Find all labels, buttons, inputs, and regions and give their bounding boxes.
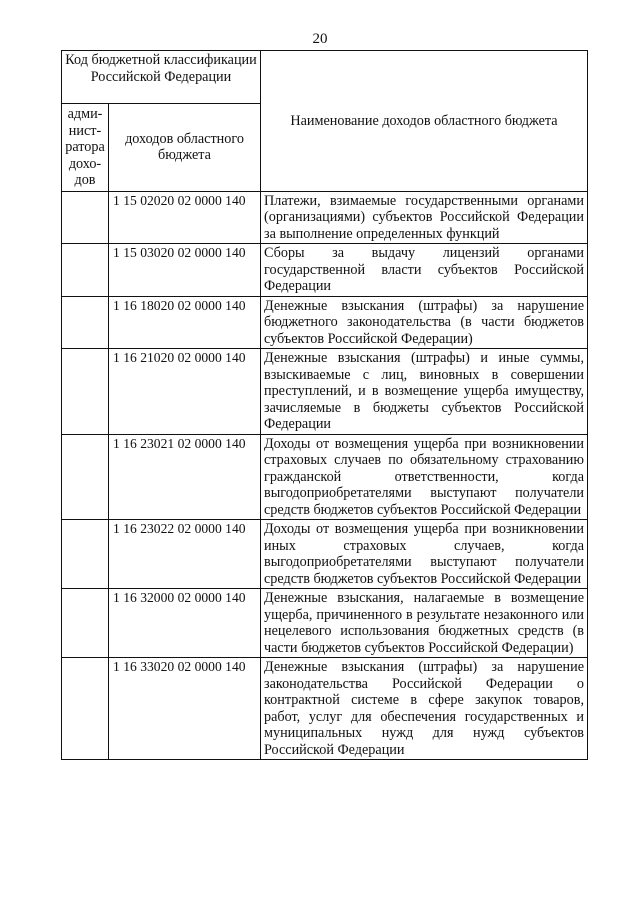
admin-code-cell xyxy=(62,520,109,589)
table-body xyxy=(62,51,588,760)
income-code-cell: 1 16 23021 02 0000 140 xyxy=(109,434,261,520)
income-code-cell: 1 16 21020 02 0000 140 xyxy=(109,349,261,435)
admin-code-cell xyxy=(62,434,109,520)
income-name-cell: Доходы от возмещения ущерба при возникновении страховых случаев по обязательному страхованию гражданской ответственности, когда выгодоприобретателями выступают получатели средств бюджетов субъектов Российской Федерации xyxy=(261,434,588,520)
table-row xyxy=(62,244,588,297)
income-code-cell: 1 16 18020 02 0000 140 xyxy=(109,296,261,349)
income-name-cell: Доходы от возмещения ущерба при возникновении иных страховых случаев, когда выгодоприобретателями выступают получатели средств бюджетов субъектов Российской Федерации xyxy=(261,520,588,589)
income-name-cell: Денежные взыскания (штрафы) за нарушение законодательства Российской Федерации о контрактной системе в сфере закупок товаров, работ, услуг для обеспечения государственных и муниципальных нужд для нужд субъектов Российской Федерации xyxy=(261,658,588,760)
admin-code-cell xyxy=(62,191,109,244)
income-code-cell: 1 16 33020 02 0000 140 xyxy=(109,658,261,760)
table-row xyxy=(62,589,588,658)
admin-column-header: адми-нист-ратора дохо-дов xyxy=(62,104,109,192)
table-row xyxy=(62,658,588,760)
admin-code-cell xyxy=(62,589,109,658)
page-number: 20 xyxy=(312,31,328,47)
income-code-cell: 1 16 23022 02 0000 140 xyxy=(109,520,261,589)
income-name-cell: Денежные взыскания, налагаемые в возмещение ущерба, причиненного в результате незаконного или нецелевого использования бюджетных средств (в части бюджетов субъектов Российской Федерации) xyxy=(261,589,588,658)
income-name-cell: Сборы за выдачу лицензий органами государственной власти субъектов Российской Федерации xyxy=(261,244,588,297)
income-name-cell: Платежи, взимаемые государственными органами (организациями) субъектов Российской Федерации за выполнение определенных функций xyxy=(261,191,588,244)
header-row-top xyxy=(62,51,588,104)
name-column-header: Наименование доходов областного бюджета xyxy=(261,51,588,192)
table-row xyxy=(62,296,588,349)
admin-code-cell xyxy=(62,349,109,435)
income-code-cell: 1 15 03020 02 0000 140 xyxy=(109,244,261,297)
table-row xyxy=(62,191,588,244)
admin-code-cell xyxy=(62,658,109,760)
table-row xyxy=(62,520,588,589)
budget-revenue-table xyxy=(61,50,588,760)
income-name-cell: Денежные взыскания (штрафы) за нарушение бюджетного законодательства (в части бюджетов субъектов Российской Федерации) xyxy=(261,296,588,349)
income-code-cell: 1 15 02020 02 0000 140 xyxy=(109,191,261,244)
admin-code-cell xyxy=(62,296,109,349)
income-column-header: доходов областного бюджета xyxy=(109,104,261,192)
table-row xyxy=(62,434,588,520)
admin-code-cell xyxy=(62,244,109,297)
income-code-cell: 1 16 32000 02 0000 140 xyxy=(109,589,261,658)
table-row xyxy=(62,349,588,435)
income-name-cell: Денежные взыскания (штрафы) и иные суммы, взыскиваемые с лиц, виновных в совершении преступлений, и в возмещение ущерба имуществу, зачисляемые в бюджеты субъектов Российской Федерации xyxy=(261,349,588,435)
classification-header: Код бюджетной классификации Российской Федерации xyxy=(62,51,261,104)
